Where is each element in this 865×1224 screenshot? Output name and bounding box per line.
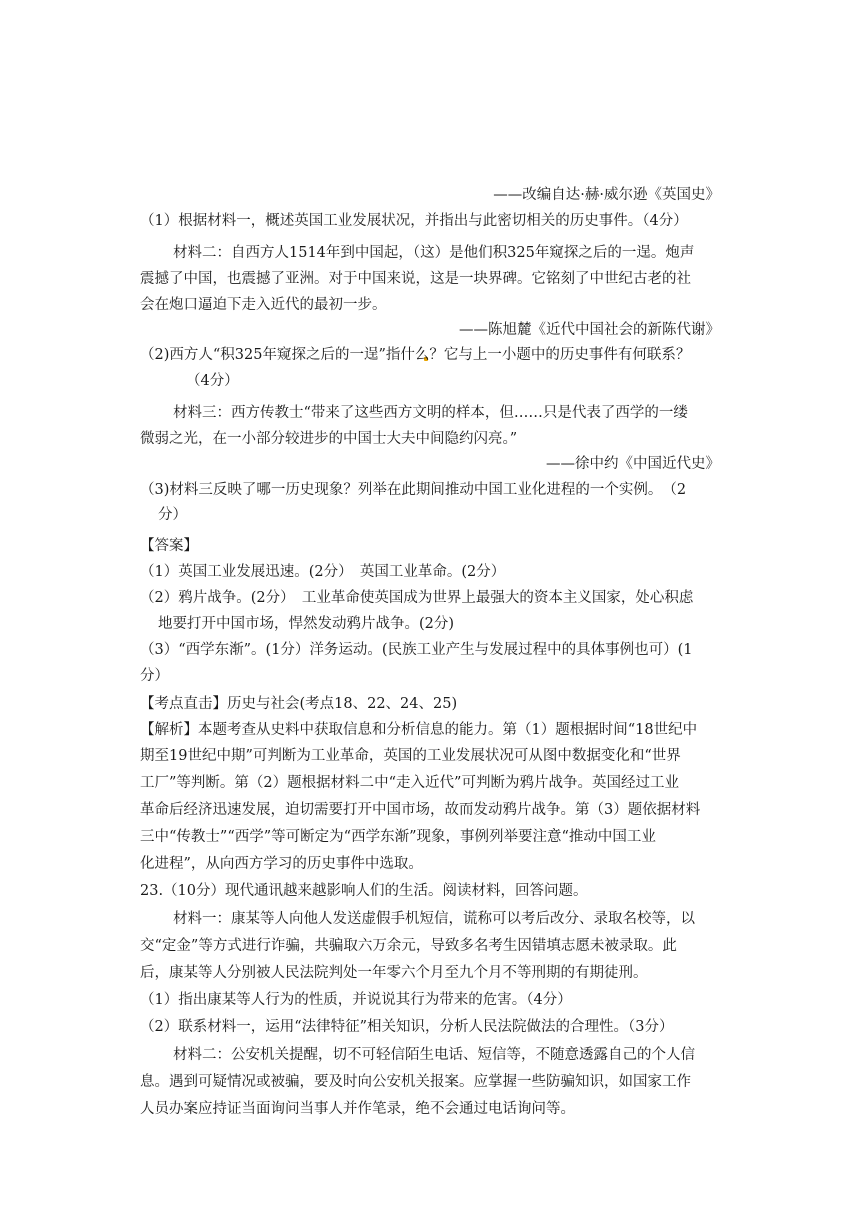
q23-material-1-line-3: 后，康某等人分别被人民法院判处一年零六个月至九个月不等刑期的有期徒刑。 bbox=[140, 965, 648, 981]
q23-material-2-line-3: 人员办案应持证当面询问当事人并作笔录，绝不会通过电话询问等。 bbox=[140, 1101, 575, 1117]
source-citation-3: ——徐中约《中国近代史》 bbox=[546, 456, 720, 472]
question-23-heading: 23.（10分）现代通讯越来越影响人们的生活。阅读材料，回答问题。 bbox=[140, 883, 588, 899]
analysis-line-2: 期至19世纪中期”可判断为工业革命，英国的工业发展状况可从图中数据变化和“世界 bbox=[140, 748, 681, 764]
question-3-line-1: （3)材料三反映了哪一历史现象？列举在此期间推动中国工业化进程的一个实例。 （2 bbox=[140, 482, 687, 498]
analysis-line-1: 【解析】本题考查从史料中获取信息和分析信息的能力。第（1）题根据时间“18世纪中 bbox=[140, 722, 698, 738]
q23-material-2-line-2: 息。遇到可疑情况或被骗，要及时向公安机关报案。应掌握一些防骗知识，如国家工作 bbox=[140, 1074, 691, 1090]
material-2-line-1: 材料二：自西方人1514年到中国起，（这）是他们积325年窥探之后的一逞。炮声 bbox=[173, 245, 695, 261]
analysis-line-5: 三中“传教士”“西学”等可断定为“西学东渐”现象，事例列举要注意“推动中国工业 bbox=[140, 829, 656, 845]
source-citation-1: ——改编自达·赫·威尔逊《英国史》 bbox=[493, 187, 720, 203]
analysis-line-6: 化进程”，从向西方学习的历史事件中选取。 bbox=[140, 856, 423, 872]
answer-heading: 【答案】 bbox=[140, 538, 198, 554]
answer-2-line-1: （2）鸦片战争。(2分） 工业革命使英国成为世界上最强大的资本主义国家，处心积虑 bbox=[140, 590, 694, 606]
question-3-line-2: 分） bbox=[158, 507, 187, 523]
q23-material-1-line-2: 交“定金”等方式进行诈骗，共骗取六万余元，导致多名考生因错填志愿未被录取。此 bbox=[140, 938, 677, 954]
analysis-line-3: 工厂”等判断。第（2）题根据材料二中“走入近代”可判断为鸦片战争。英国经过工业 bbox=[140, 775, 679, 791]
material-2-line-2: 震撼了中国，也震撼了亚洲。对于中国来说，这是一块界碑。它铭刻了中世纪古老的社 bbox=[140, 271, 691, 287]
q23-question-2: （2）联系材料一，运用“法律特征”相关知识，分析人民法院做法的合理性。（3分） bbox=[140, 1019, 674, 1035]
material-2-line-3: 会在炮口逼迫下走入近代的最初一步。 bbox=[140, 297, 387, 313]
source-citation-2: ——陈旭麓《近代中国社会的新陈代谢》 bbox=[459, 322, 720, 338]
analysis-line-4: 革命后经济迅速发展，迫切需要打开中国市场，故而发动鸦片战争。第（3）题依据材料 bbox=[140, 802, 701, 818]
answer-3-line-2: 分） bbox=[140, 668, 169, 684]
answer-2-line-2: 地要打开中国市场，悍然发动鸦片战争。(2分) bbox=[158, 616, 455, 632]
answer-3-line-1: （3）“西学东渐”。(1分）洋务运动。(民族工业产生与发展过程中的具体事例也可）(1 bbox=[140, 642, 693, 658]
q23-material-2-line-1: 材料二：公安机关提醒，切不可轻信陌生电话、短信等，不随意透露自己的个人信 bbox=[173, 1047, 695, 1063]
material-3-line-2: 微弱之光，在一小部分较进步的中国士大夫中间隐约闪亮。” bbox=[140, 431, 518, 447]
question-1: （1）根据材料一，概述英国工业发展状况，并指出与此密切相关的历史事件。（4分） bbox=[140, 213, 688, 229]
material-3-line-1: 材料三：西方传教士“带来了这些西方文明的样本，但……只是代表了西学的一缕 bbox=[173, 405, 688, 421]
question-2-line-1: （2)西方人“积325年窥探之后的一逞”指什么？它与上一小题中的历史事件有何联系？ bbox=[140, 347, 691, 363]
q23-material-1-line-1: 材料一：康某等人向他人发送虚假手机短信，谎称可以考后改分、录取名校等，以 bbox=[173, 911, 695, 927]
q23-question-1: （1）指出康某等人行为的性质，并说说其行为带来的危害。（4分） bbox=[140, 992, 572, 1008]
exam-point: 【考点直击】历史与社会(考点18、22、24、25) bbox=[140, 696, 458, 712]
question-2-line-2: （4分） bbox=[186, 373, 239, 389]
answer-1: （1）英国工业发展迅速。(2分） 英国工业革命。(2分） bbox=[140, 564, 506, 580]
